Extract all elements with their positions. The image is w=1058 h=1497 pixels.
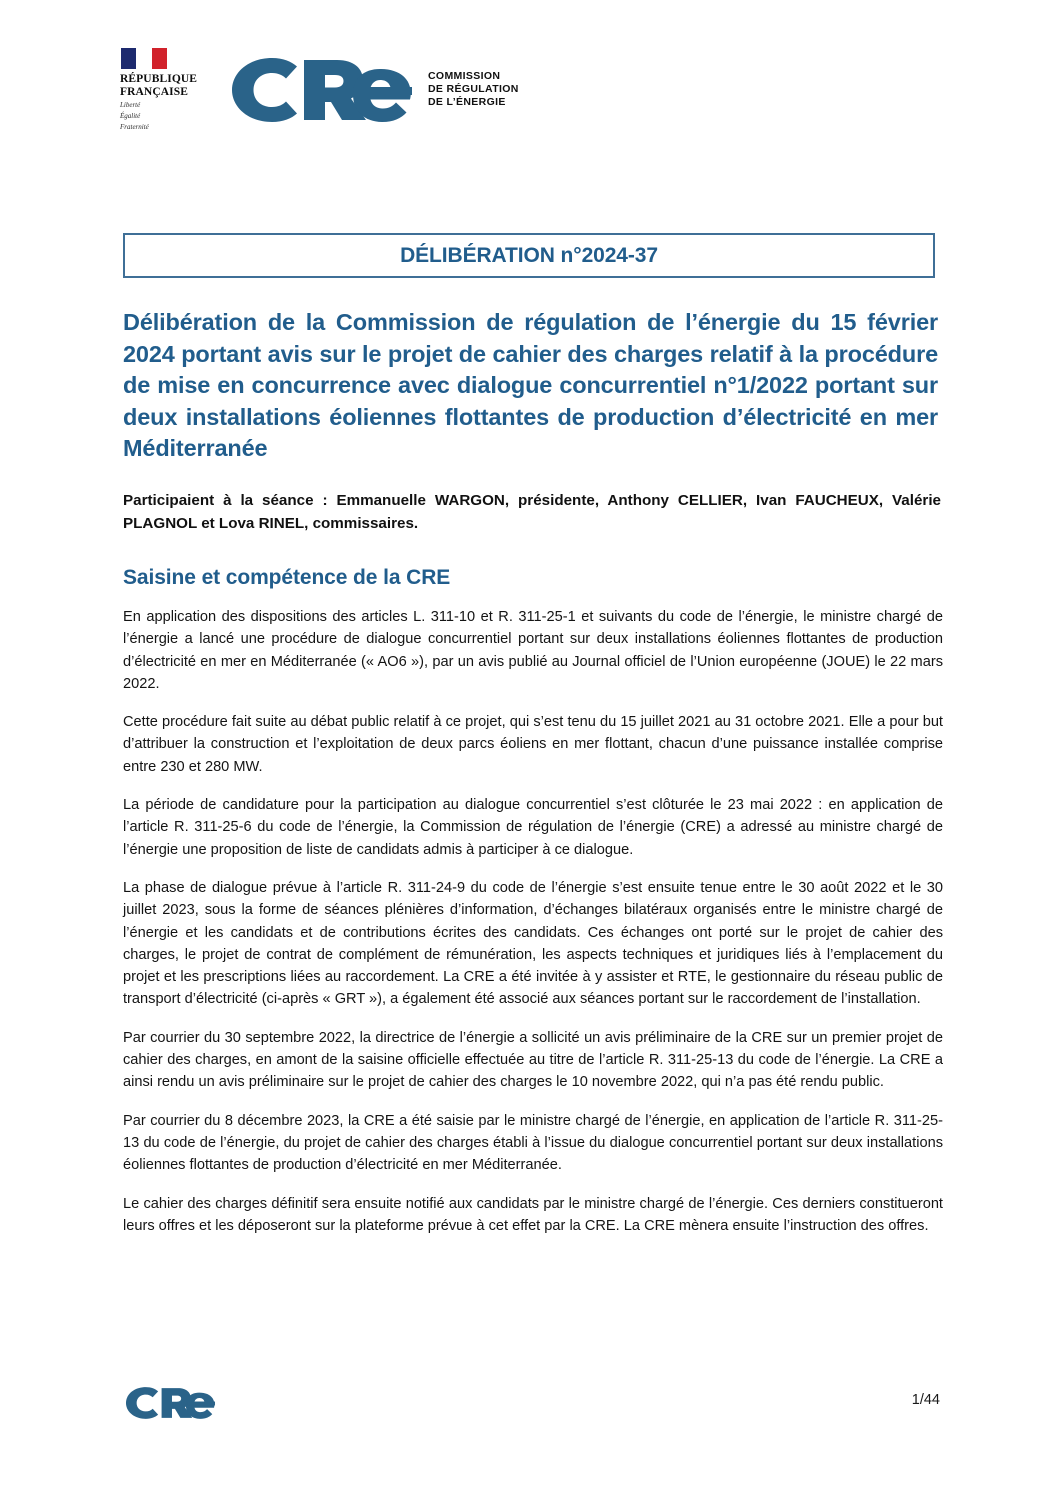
paragraph: La phase de dialogue prévue à l’article R. 311-24-9 du code de l’énergie s’est ensuite tenue entre le 30 août 2022 et le 30 juillet 2023, sous la forme de séances plénières d’information, d’échanges bilatéraux organisés entre le ministre chargé de l’énergie et les candidats et de contributions écrites des candidats. Ces échanges ont porté sur le projet de cahier des charges, le projet de contrat de complément de rémunération, les aspects techniques et juridiques liés à l’emplacement du projet et les prescriptions liées au raccordement. La CRE a été invitée à y assister et RTE, le gestionnaire du réseau public de transport d’électricité (ci-après « GRT »), a également été associé aux séances portant sur le raccordement de l’installation. [123, 879, 943, 1008]
document-header [120, 48, 519, 131]
body-content [123, 606, 943, 1253]
page-title: Délibération de la Commission de régulation de l’énergie du 15 février 2024 portant avis sur le projet de cahier des charges relatif à la procédure de mise en concurrence avec dialogue concurrentiel n°1/2022 portant sur deux installations éoliennes flottantes de production d’électricité en mer Méditerranée [123, 309, 938, 461]
page-number: 1/44 [911, 1392, 940, 1408]
devise-egalite: Égalité [120, 112, 141, 120]
cre-subtitle-line-1: COMMISSION [428, 70, 501, 82]
paragraph: Par courrier du 8 décembre 2023, la CRE a été saisie par le ministre chargé de l’énergie, en application de l’article R. 311-25-13 du code de l’énergie, du projet de cahier des charges établi à l’issue du dialogue concurrentiel portant sur deux installations éoliennes flottantes de production d’électricité en mer Méditerranée. [123, 1112, 943, 1174]
deliberation-number-label: DÉLIBÉRATION n°2024-37 [400, 243, 658, 267]
paragraph: En application des dispositions des articles L. 311-10 et R. 311-25-1 et suivants du code de l’énergie, le ministre chargé de l’énergie a lancé une procédure de dialogue concurrentiel portant sur deux installations éoliennes flottantes de production d’électricité en mer en Méditerranée (« AO6 »), par un avis publié au Journal officiel de l’Union européenne (JOUE) le 22 mars 2022. [123, 609, 943, 692]
paragraph: La période de candidature pour la participation au dialogue concurrentiel s’est clôturée le 23 mai 2022 : en application de l’article R. 311-25-6 du code de l’énergie, la Commission de régulation de l’énergie (CRE) a adressé au ministre chargé de l’énergie une proposition de liste de candidats admis à participer à ce dialogue. [123, 797, 943, 858]
paragraph: Cette procédure fait suite au débat public relatif à ce projet, qui s’est tenu du 15 juillet 2021 au 31 octobre 2021. Elle a pour but d’attribuer la construction et l’exploitation de deux parcs éoliens en mer flottant, chacun d’une puissance installée comprise entre 230 et 280 MW. [123, 714, 943, 775]
devise-liberte: Liberté [120, 101, 141, 109]
footer-cre-logo [124, 1385, 216, 1426]
republic-line-2: FRANÇAISE [120, 85, 188, 98]
cre-wordmark-icon [228, 54, 414, 126]
devise-fraternite: Fraternité [120, 123, 149, 131]
cre-subtitle [428, 70, 519, 109]
cre-subtitle-line-3: DE L’ÉNERGIE [428, 96, 506, 108]
republic-line-1: RÉPUBLIQUE [120, 73, 198, 85]
cre-wordmark-icon [124, 1385, 216, 1421]
cre-subtitle-line-2: DE RÉGULATION [428, 83, 519, 95]
section-heading-saisine: Saisine et compétence de la CRE [123, 566, 451, 589]
republique-francaise-logo [120, 48, 198, 131]
paragraph: Par courrier du 30 septembre 2022, la directrice de l’énergie a sollicité un avis préliminaire de la CRE sur un premier projet de cahier des charges, en amont de la saisine officielle effectuée au titre de l’article R. 311-25-13 du code de l’énergie. La CRE a ainsi rendu un avis préliminaire sur le projet de cahier des charges le 10 novembre 2022, qui n’a pas été rendu public. [123, 1029, 943, 1091]
deliberation-number-box [123, 233, 935, 278]
paragraph: Le cahier des charges définitif sera ensuite notifié aux candidats par le ministre chargé de l’énergie. Ces derniers constitueront leurs offres et les déposeront sur la plateforme prévue à cet effet par la CRE. La CRE mènera ensuite l’instruction des offres. [123, 1195, 943, 1234]
french-flag-icon [121, 48, 167, 69]
cre-logo [228, 54, 519, 126]
participants-line: Participaient à la séance : Emmanuelle WARGON, présidente, Anthony CELLIER, Ivan FAUCHEUX, Valérie PLAGNOL et Lova RINEL, commissaires. [123, 492, 941, 532]
